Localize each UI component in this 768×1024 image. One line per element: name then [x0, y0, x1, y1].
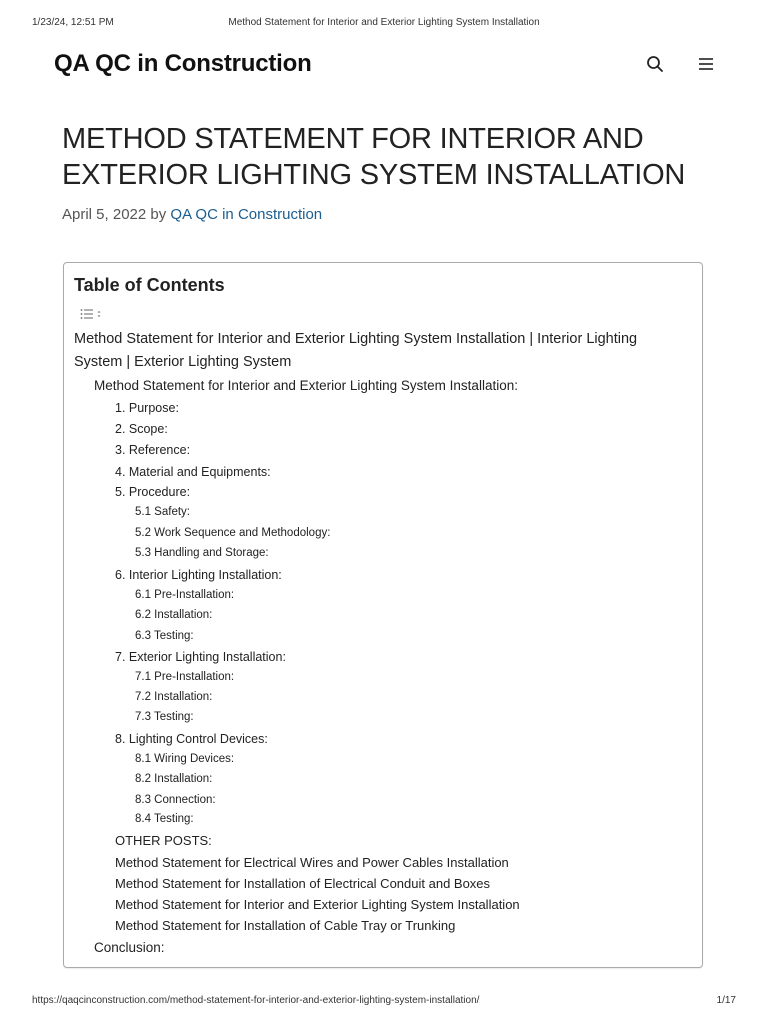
- article-date: April 5, 2022: [62, 206, 147, 223]
- toc-item-scope[interactable]: 2. Scope:: [115, 422, 168, 436]
- toc-other-posts[interactable]: OTHER POSTS:: [115, 833, 212, 848]
- search-icon[interactable]: [646, 55, 664, 73]
- print-url: https://qaqcinconstruction.com/method-statement-for-interior-and-exterior-lighting-system-installation/: [32, 995, 480, 1006]
- toc-item-wiring-devices[interactable]: 8.1 Wiring Devices:: [135, 753, 235, 765]
- toc-item-connection[interactable]: 8.3 Connection:: [135, 794, 216, 806]
- toc-main-entry[interactable]: Method Statement for Interior and Exterior Lighting System Installation | Interior Lighting System | Exterior Lighting System: [74, 331, 638, 370]
- toc-title: Table of Contents: [74, 275, 225, 295]
- author-link[interactable]: QA QC in Construction: [170, 206, 323, 223]
- toc-post-link[interactable]: Method Statement for Interior and Exterior Lighting System Installation: [115, 897, 520, 912]
- article-by: by: [150, 206, 167, 223]
- print-page-title: Method Statement for Interior and Exterior Lighting System Installation: [228, 17, 540, 28]
- toc-item-interior[interactable]: 6. Interior Lighting Installation:: [115, 568, 282, 582]
- toc-item-reference[interactable]: 3. Reference:: [115, 443, 191, 457]
- article-title: METHOD STATEMENT FOR INTERIOR AND EXTERIOR LIGHTING SYSTEM INSTALLATION: [62, 123, 686, 191]
- site-title[interactable]: QA QC in Construction: [54, 50, 312, 77]
- site-header: [0, 46, 768, 86]
- list-toggle-icon[interactable]: [80, 307, 104, 319]
- toc-item-handling[interactable]: 5.3 Handling and Storage:: [135, 547, 269, 559]
- article-meta: [62, 206, 322, 223]
- toc-item-exterior[interactable]: 7. Exterior Lighting Installation:: [115, 650, 286, 664]
- table-of-contents: [63, 262, 703, 968]
- toc-item-control-testing[interactable]: 8.4 Testing:: [135, 813, 194, 825]
- print-date: 1/23/24, 12:51 PM: [32, 17, 114, 28]
- toc-item-exterior-pre[interactable]: 7.1 Pre-Installation:: [135, 671, 235, 683]
- toc-item-work-sequence[interactable]: 5.2 Work Sequence and Methodology:: [135, 527, 331, 539]
- toc-item-interior-testing[interactable]: 6.3 Testing:: [135, 630, 194, 642]
- print-header: [0, 17, 768, 31]
- toc-item-control-install[interactable]: 8.2 Installation:: [135, 773, 213, 785]
- toc-item-exterior-install[interactable]: 7.2 Installation:: [135, 691, 213, 703]
- toc-item-conclusion[interactable]: Conclusion:: [94, 940, 165, 955]
- toc-item-purpose[interactable]: 1. Purpose:: [115, 401, 179, 415]
- toc-section[interactable]: Method Statement for Interior and Exterior Lighting System Installation:: [94, 378, 518, 393]
- toc-post-link[interactable]: Method Statement for Electrical Wires and Power Cables Installation: [115, 855, 509, 870]
- toc-item-exterior-testing[interactable]: 7.3 Testing:: [135, 711, 194, 723]
- toc-item-procedure[interactable]: 5. Procedure:: [115, 485, 191, 499]
- hamburger-menu-icon[interactable]: [697, 55, 715, 73]
- print-footer: [0, 995, 768, 1009]
- toc-item-interior-install[interactable]: 6.2 Installation:: [135, 609, 213, 621]
- toc-item-interior-pre[interactable]: 6.1 Pre-Installation:: [135, 589, 235, 601]
- toc-post-link[interactable]: Method Statement for Installation of Cable Tray or Trunking: [115, 918, 456, 933]
- toc-item-materials[interactable]: 4. Material and Equipments:: [115, 465, 271, 479]
- toc-post-link[interactable]: Method Statement for Installation of Electrical Conduit and Boxes: [115, 876, 491, 891]
- toc-item-safety[interactable]: 5.1 Safety:: [135, 506, 190, 518]
- print-page-number: 1/17: [716, 995, 736, 1006]
- toc-item-control-devices[interactable]: 8. Lighting Control Devices:: [115, 732, 268, 746]
